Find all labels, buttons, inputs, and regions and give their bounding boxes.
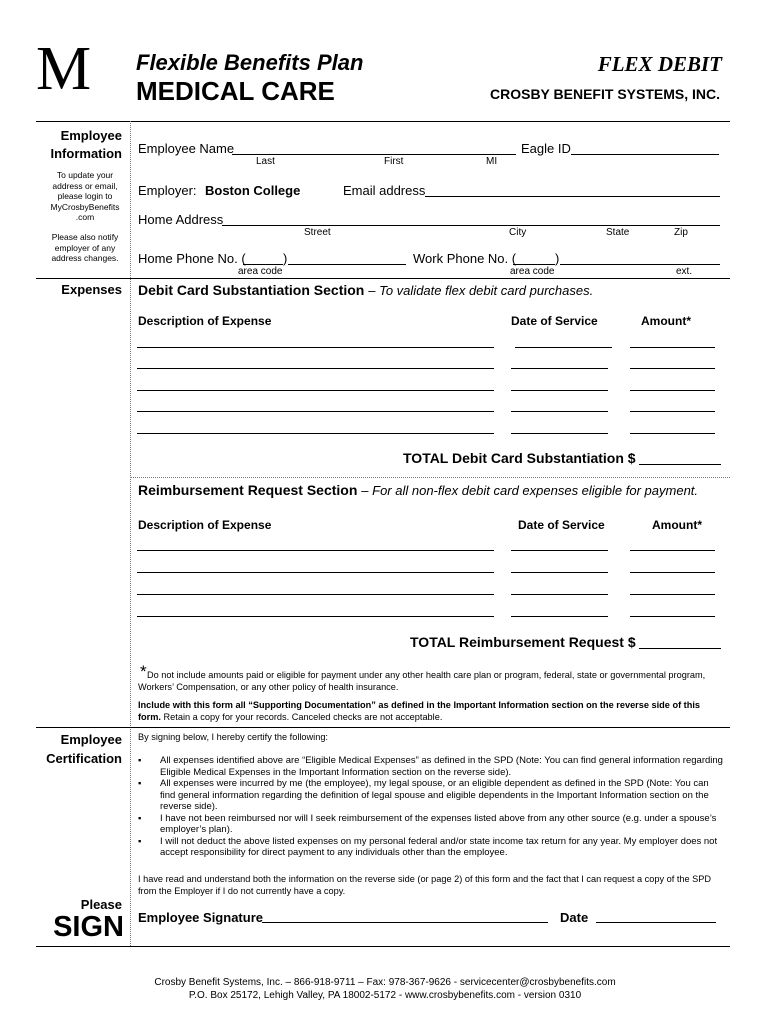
update-address-note: To update your address or email, please login to MyCrosbyBenefits .com xyxy=(50,170,120,222)
email-field[interactable] xyxy=(425,196,720,197)
bottom-divider xyxy=(36,946,730,947)
form-letter: M xyxy=(36,35,92,103)
bullet-text: All expenses identified above are “Eligible Medical Expenses” as defined in the SPD (Note: You can find general information regarding Eligible Medical Expenses in the Important Information section on the reverse side). xyxy=(160,755,723,778)
paren-close: ) xyxy=(555,251,560,266)
debit-line-desc[interactable] xyxy=(137,411,494,412)
work-phone-label: Work Phone No. ( xyxy=(413,251,517,266)
home-address-label: Home Address xyxy=(138,212,224,227)
debit-line-amount[interactable] xyxy=(630,433,715,434)
reimb-line-desc[interactable] xyxy=(137,594,494,595)
signature-label: Employee Signature xyxy=(138,910,263,925)
bullet-icon: ▪ xyxy=(138,812,142,824)
notify-employer-note: Please also notify employer of any address changes. xyxy=(51,232,119,263)
col-header-amount: Amount* xyxy=(641,314,691,328)
section-label-line: Employee xyxy=(60,732,122,747)
col-header-date: Date of Service xyxy=(518,518,605,532)
reimb-line-amount[interactable] xyxy=(630,594,715,595)
work-phone-area-field[interactable] xyxy=(513,264,555,265)
debit-total-label: TOTAL Debit Card Substantiation $ xyxy=(403,450,636,466)
reimb-line-date[interactable] xyxy=(511,550,608,551)
reimb-line-amount[interactable] xyxy=(630,616,715,617)
date-label: Date xyxy=(560,910,589,925)
signature-field[interactable] xyxy=(262,922,548,923)
section-label-line: Certification xyxy=(46,751,122,766)
section-label-line: Employee xyxy=(60,128,122,143)
reimb-line-amount[interactable] xyxy=(630,572,715,573)
reimb-section-title xyxy=(138,482,698,498)
home-phone-field[interactable] xyxy=(288,264,406,265)
reimb-line-desc[interactable] xyxy=(137,550,494,551)
date-field[interactable] xyxy=(596,922,716,923)
header-divider xyxy=(36,121,730,122)
debit-line-date[interactable] xyxy=(511,411,608,412)
include-docs-rest: Retain a copy for your records. Canceled checks are not acceptable. xyxy=(163,711,443,722)
form-type: FLEX DEBIT xyxy=(597,52,722,76)
debit-line-amount[interactable] xyxy=(630,411,715,412)
list-item xyxy=(138,755,723,778)
bullet-text: I will not deduct the above listed expenses on my personal federal and/or state income tax return for any year. My employer does not accept responsibility for direct payment to any individuals other than the employee. xyxy=(160,835,718,858)
debit-total-field[interactable] xyxy=(639,464,721,465)
sub-label-first: First xyxy=(384,156,404,167)
col-header-description: Description of Expense xyxy=(138,518,272,532)
bullet-text: All expenses were incurred by me (the employee), my legal spouse, or an eligible dependent as defined in the SPD (Note: You can find general information regarding the definition of legal spouse and eligible dependents in the Important Information section on the reverse side). xyxy=(160,778,709,812)
home-phone-label: Home Phone No. ( xyxy=(138,251,246,266)
list-item xyxy=(138,813,723,836)
reimb-section-subtitle: – For all non-flex debit card expenses eligible for payment. xyxy=(361,483,699,498)
reimb-line-desc[interactable] xyxy=(137,616,494,617)
form-title: MEDICAL CARE xyxy=(136,76,335,106)
reimb-line-date[interactable] xyxy=(511,594,608,595)
home-address-field[interactable] xyxy=(222,225,720,226)
col-header-date: Date of Service xyxy=(511,314,598,328)
work-phone-field[interactable] xyxy=(560,264,720,265)
col-header-amount: Amount* xyxy=(652,518,702,532)
paren-close: ) xyxy=(283,251,288,266)
home-phone-area-field[interactable] xyxy=(243,264,283,265)
sub-label-last: Last xyxy=(256,156,275,167)
debit-line-date[interactable] xyxy=(511,390,608,391)
debit-line-amount[interactable] xyxy=(630,390,715,391)
sign-label: SIGN xyxy=(53,911,124,943)
plan-title: Flexible Benefits Plan xyxy=(136,50,364,75)
debit-line-desc[interactable] xyxy=(137,433,494,434)
debit-line-date[interactable] xyxy=(511,433,608,434)
footer-line-1: Crosby Benefit Systems, Inc. – 866-918-9711 – Fax: 978-367-9626 - servicecenter@crosbybenefits.com xyxy=(154,977,616,988)
section-divider xyxy=(36,278,730,279)
certify-closing: I have read and understand both the information on the reverse side (or page 2) of this form and the fact that I can request a copy of the SPD from the Employer if I do not currently have a copy. xyxy=(138,874,712,896)
debit-line-amount[interactable] xyxy=(630,368,715,369)
eagle-id-label: Eagle ID xyxy=(521,141,571,156)
include-docs-note xyxy=(138,700,723,723)
debit-line-desc[interactable] xyxy=(137,390,494,391)
bullet-icon: ▪ xyxy=(138,835,142,847)
section-label-line: Information xyxy=(50,146,122,161)
certify-intro: By signing below, I hereby certify the following: xyxy=(138,732,328,742)
eagle-id-field[interactable] xyxy=(571,154,719,155)
footnote-star: * xyxy=(140,662,147,681)
area-code-label: area code xyxy=(510,266,555,277)
please-label: Please xyxy=(80,897,122,912)
employee-name-label: Employee Name xyxy=(138,141,235,156)
employer-value: Boston College xyxy=(205,183,301,198)
reimb-total-label: TOTAL Reimbursement Request $ xyxy=(410,634,636,650)
ext-label: ext. xyxy=(676,266,693,277)
side-divider xyxy=(130,121,131,946)
sub-label-city: City xyxy=(509,227,527,238)
include-docs-bold: Include with this form all “Supporting Documentation” as defined in the Important Information section on the reverse side of this form. xyxy=(138,700,701,722)
section-divider xyxy=(36,727,730,728)
debit-line-date[interactable] xyxy=(511,368,608,369)
area-code-label: area code xyxy=(238,266,283,277)
reimb-line-desc[interactable] xyxy=(137,572,494,573)
debit-line-desc[interactable] xyxy=(137,347,494,348)
debit-section-subtitle: – To validate flex debit card purchases. xyxy=(368,283,594,298)
reimb-line-date[interactable] xyxy=(511,616,608,617)
debit-line-date[interactable] xyxy=(515,347,612,348)
reimb-total-field[interactable] xyxy=(639,648,721,649)
col-header-description: Description of Expense xyxy=(138,314,272,328)
debit-line-amount[interactable] xyxy=(630,347,715,348)
sub-label-mi: MI xyxy=(486,156,498,167)
sub-label-zip: Zip xyxy=(674,227,688,238)
employer-label: Employer: xyxy=(138,183,197,198)
section-label-employee-info xyxy=(40,128,122,161)
section-label-expenses: Expenses xyxy=(61,282,122,297)
bullet-icon: ▪ xyxy=(138,755,142,766)
bullet-text: I have not been reimbursed nor will I seek reimbursement of the expenses listed above from any other source (e.g. under a spouse’s employer’s plan). xyxy=(160,812,717,835)
sub-label-state: State xyxy=(606,227,630,238)
reimb-section-heading: Reimbursement Request Section xyxy=(138,482,358,498)
list-item xyxy=(138,836,723,859)
company-name: CROSBY BENEFIT SYSTEMS, INC. xyxy=(490,86,720,102)
debit-line-desc[interactable] xyxy=(137,368,494,369)
footnote-text: Do not include amounts paid or eligible for payment under any other health care plan or program, federal, state or governmental program, Workers’ Compensation, or any other policy of health insurance. xyxy=(138,670,706,692)
reimb-line-amount[interactable] xyxy=(630,550,715,551)
email-label: Email address xyxy=(343,183,426,198)
employee-name-field[interactable] xyxy=(232,154,516,155)
section-label-certification xyxy=(40,732,122,766)
bullet-icon: ▪ xyxy=(138,778,142,789)
debit-section-heading: Debit Card Substantiation Section xyxy=(138,282,365,298)
footer-line-2: P.O. Box 25172, Lehigh Valley, PA 18002-5172 - www.crosbybenefits.com - version 0310 xyxy=(188,990,582,1001)
sub-label-street: Street xyxy=(304,227,331,238)
certify-bullet-list xyxy=(138,755,723,859)
section-divider-dotted xyxy=(131,477,730,478)
reimb-line-date[interactable] xyxy=(511,572,608,573)
debit-section-title xyxy=(138,282,593,298)
list-item xyxy=(138,778,723,813)
